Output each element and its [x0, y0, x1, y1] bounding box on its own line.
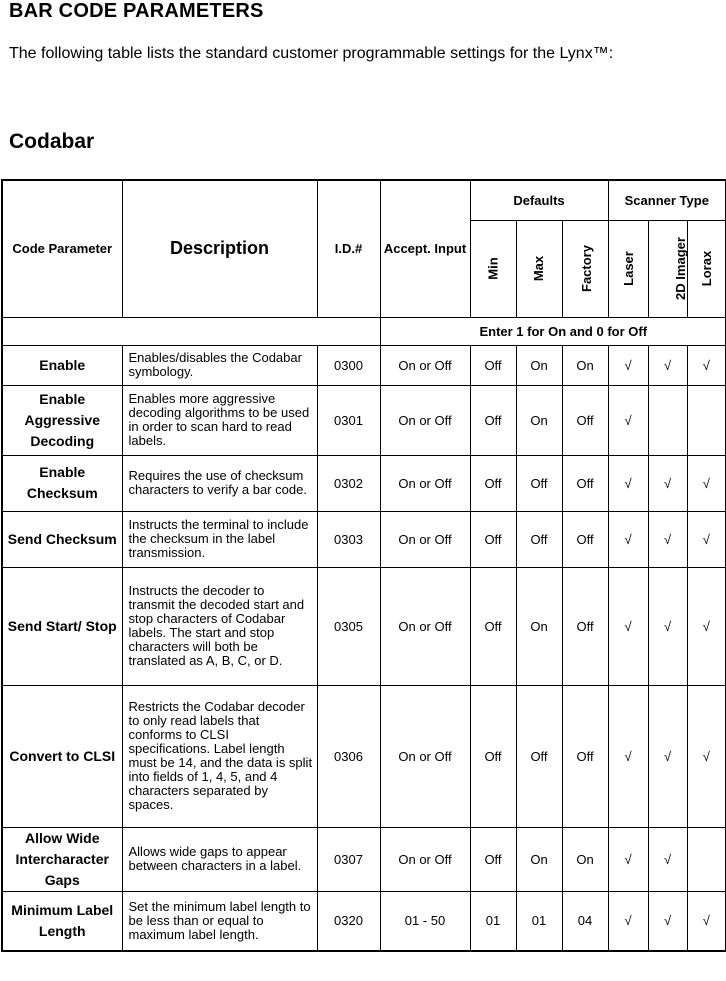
id-cell: 0306 [317, 685, 380, 827]
imager-check-cell: √ [648, 891, 687, 951]
factory-cell: On [562, 345, 608, 385]
max-cell: On [516, 567, 562, 685]
header-row-top [2, 180, 726, 220]
min-cell: Off [470, 345, 516, 385]
table-row [2, 685, 726, 827]
max-cell: On [516, 345, 562, 385]
header-code-parameter: Code Parameter [2, 180, 122, 317]
id-cell: 0300 [317, 345, 380, 385]
note-blank [2, 317, 380, 345]
table-row [2, 385, 726, 455]
header-accept-input: Accept. Input [380, 180, 470, 317]
header-lorax: Lorax [687, 220, 726, 317]
parameters-table [1, 179, 726, 952]
note-row [2, 317, 726, 345]
imager-check-cell: √ [648, 567, 687, 685]
table-row [2, 455, 726, 511]
table-body [2, 345, 726, 951]
factory-cell: 04 [562, 891, 608, 951]
lorax-check-cell: √ [687, 511, 726, 567]
header-max: Max [516, 220, 562, 317]
description-cell: Instructs the terminal to include the checksum in the label transmission. [122, 511, 317, 567]
code-parameter-cell: Convert to CLSI [2, 685, 122, 827]
table-row [2, 567, 726, 685]
laser-check-cell: √ [608, 345, 648, 385]
imager-check-cell: √ [648, 345, 687, 385]
max-cell: On [516, 385, 562, 455]
table-row [2, 827, 726, 891]
description-cell: Set the minimum label length to be less than or equal to maximum label length. [122, 891, 317, 951]
accept-input-cell: On or Off [380, 455, 470, 511]
header-scanner-type: Scanner Type [608, 180, 726, 220]
description-cell: Allows wide gaps to appear between characters in a label. [122, 827, 317, 891]
table-row [2, 891, 726, 951]
description-cell: Instructs the decoder to transmit the decoded start and stop characters of Codabar labels. The start and stop characters will both be translated as A, B, C, or D. [122, 567, 317, 685]
description-cell: Enables/disables the Codabar symbology. [122, 345, 317, 385]
id-cell: 0305 [317, 567, 380, 685]
factory-cell: Off [562, 511, 608, 567]
min-cell: Off [470, 567, 516, 685]
header-description: Description [122, 180, 317, 317]
imager-check-cell: √ [648, 685, 687, 827]
imager-check-cell [648, 385, 687, 455]
min-cell: Off [470, 685, 516, 827]
min-cell: Off [470, 385, 516, 455]
laser-check-cell: √ [608, 567, 648, 685]
min-cell: Off [470, 827, 516, 891]
accept-input-cell: On or Off [380, 685, 470, 827]
lorax-check-cell: √ [687, 685, 726, 827]
accept-input-cell: On or Off [380, 827, 470, 891]
header-factory: Factory [562, 220, 608, 317]
factory-cell: Off [562, 385, 608, 455]
description-cell: Requires the use of checksum characters to verify a bar code. [122, 455, 317, 511]
laser-check-cell: √ [608, 511, 648, 567]
page-title: BAR CODE PARAMETERS [9, 0, 264, 22]
section-title: Codabar [9, 130, 95, 153]
laser-check-cell: √ [608, 455, 648, 511]
min-cell: 01 [470, 891, 516, 951]
id-cell: 0307 [317, 827, 380, 891]
imager-check-cell: √ [648, 455, 687, 511]
max-cell: Off [516, 511, 562, 567]
lorax-check-cell: √ [687, 567, 726, 685]
laser-check-cell: √ [608, 891, 648, 951]
accept-input-cell: On or Off [380, 511, 470, 567]
header-defaults: Defaults [470, 180, 608, 220]
min-cell: Off [470, 455, 516, 511]
on-off-note: Enter 1 for On and 0 for Off [380, 317, 726, 345]
lorax-check-cell: √ [687, 345, 726, 385]
imager-check-cell: √ [648, 827, 687, 891]
id-cell: 0302 [317, 455, 380, 511]
lorax-check-cell [687, 385, 726, 455]
table-row [2, 345, 726, 385]
description-cell: Restricts the Codabar decoder to only read labels that conforms to CLSI specifications. Label length must be 14, and the data is split into fields of 1, 4, 5, and 4 characters separated by spaces. [122, 685, 317, 827]
max-cell: 01 [516, 891, 562, 951]
table-row [2, 511, 726, 567]
code-parameter-cell: Minimum Label Length [2, 891, 122, 951]
code-parameter-cell: Enable Checksum [2, 455, 122, 511]
max-cell: Off [516, 685, 562, 827]
lorax-check-cell: √ [687, 891, 726, 951]
header-2d-imager: 2D Imager [648, 220, 687, 317]
factory-cell: On [562, 827, 608, 891]
header-laser: Laser [608, 220, 648, 317]
min-cell: Off [470, 511, 516, 567]
accept-input-cell: On or Off [380, 385, 470, 455]
accept-input-cell: On or Off [380, 345, 470, 385]
code-parameter-cell: Enable Aggressive Decoding [2, 385, 122, 455]
description-cell: Enables more aggressive decoding algorithms to be used in order to scan hard to read labels. [122, 385, 317, 455]
intro-paragraph: The following table lists the standard customer programmable settings for the Lynx™: [9, 45, 614, 62]
factory-cell: Off [562, 455, 608, 511]
accept-input-cell: 01 - 50 [380, 891, 470, 951]
code-parameter-cell: Allow Wide Intercharacter Gaps [2, 827, 122, 891]
factory-cell: Off [562, 567, 608, 685]
header-id: I.D.# [317, 180, 380, 317]
id-cell: 0301 [317, 385, 380, 455]
id-cell: 0303 [317, 511, 380, 567]
laser-check-cell: √ [608, 685, 648, 827]
accept-input-cell: On or Off [380, 567, 470, 685]
code-parameter-cell: Send Start/ Stop [2, 567, 122, 685]
laser-check-cell: √ [608, 385, 648, 455]
lorax-check-cell [687, 827, 726, 891]
imager-check-cell: √ [648, 511, 687, 567]
code-parameter-cell: Enable [2, 345, 122, 385]
lorax-check-cell: √ [687, 455, 726, 511]
max-cell: Off [516, 455, 562, 511]
laser-check-cell: √ [608, 827, 648, 891]
max-cell: On [516, 827, 562, 891]
id-cell: 0320 [317, 891, 380, 951]
factory-cell: Off [562, 685, 608, 827]
code-parameter-cell: Send Checksum [2, 511, 122, 567]
header-min: Min [470, 220, 516, 317]
